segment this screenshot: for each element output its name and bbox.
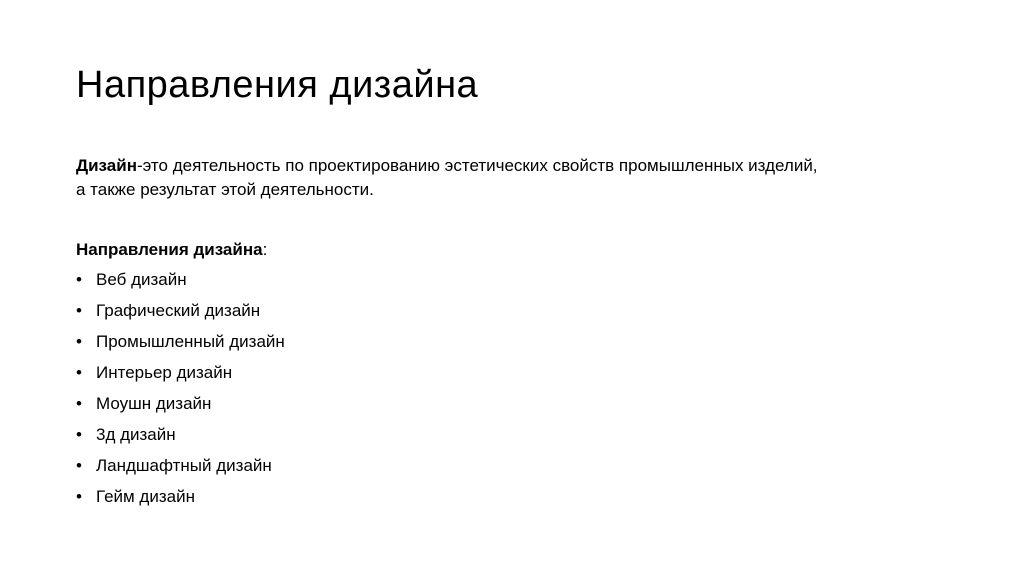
bullet-icon: • <box>76 363 82 382</box>
bullet-icon: • <box>76 332 82 351</box>
list-item <box>76 392 285 423</box>
list-item <box>76 485 285 516</box>
list-item-label: 3д дизайн <box>96 425 176 444</box>
definition-line-2: а также результат этой деятельности. <box>76 180 374 199</box>
bullet-icon: • <box>76 425 82 444</box>
bullet-icon: • <box>76 301 82 320</box>
list-item-label: Моушн дизайн <box>96 394 212 413</box>
list-item <box>76 454 285 485</box>
list-heading <box>76 238 267 262</box>
definition-term: Дизайн <box>76 156 137 175</box>
list-item <box>76 330 285 361</box>
bullet-icon: • <box>76 456 82 475</box>
bullet-icon: • <box>76 394 82 413</box>
list-item-label: Графический дизайн <box>96 301 261 320</box>
bullet-icon: • <box>76 270 82 289</box>
definition-line-1 <box>76 154 976 178</box>
list-item-label: Гейм дизайн <box>96 487 195 506</box>
definition-paragraph <box>76 154 976 202</box>
design-directions-list <box>76 268 285 516</box>
definition-text: -это деятельность по проектированию эстетических свойств промышленных изделий, <box>136 156 818 175</box>
slide-title: Направления дизайна <box>76 64 479 106</box>
list-heading-text: Направления дизайна <box>76 240 263 259</box>
list-item <box>76 423 285 454</box>
list-item-label: Интерьер дизайн <box>96 363 233 382</box>
list-item-label: Ландшафтный дизайн <box>96 456 272 475</box>
list-item <box>76 299 285 330</box>
list-item-label: Промышленный дизайн <box>96 332 285 351</box>
list-heading-colon: : <box>262 240 268 259</box>
list-item <box>76 361 285 392</box>
list-item-label: Веб дизайн <box>96 270 187 289</box>
list-item <box>76 268 285 299</box>
bullet-icon: • <box>76 487 82 506</box>
